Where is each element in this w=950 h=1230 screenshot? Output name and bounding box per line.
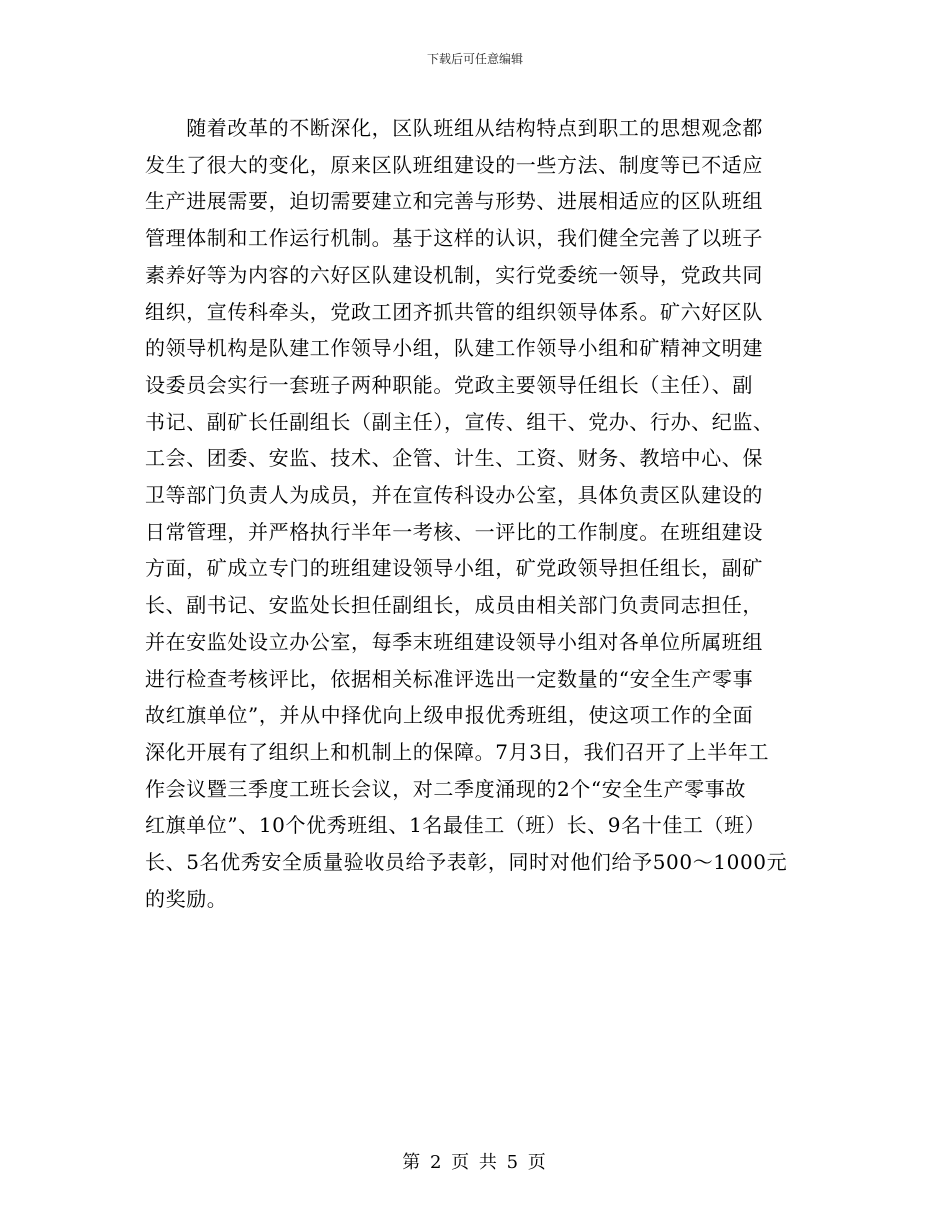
- body-paragraph: [145, 110, 810, 917]
- text-line: 红旗单位”、10个优秀班组、1名最佳工（班）长、9名十佳工（班）: [145, 813, 766, 838]
- page-header: 下载后可任意编辑: [426, 52, 523, 66]
- text-line: 设委员会实行一套班子两种职能。党政主要领导任组长（主任）、副: [145, 372, 753, 397]
- text-line: 随着改革的不断深化，区队班组从结构特点到职工的思想观念都: [145, 116, 763, 140]
- text-line: 素养好等为内容的六好区队建设机制，实行党委统一领导，党政共同: [145, 262, 763, 287]
- text-line: 组织，宣传科牵头，党政工团齐抓共管的组织领导体系。矿六好区队: [145, 299, 763, 324]
- text-line: 日常管理，并严格执行半年一考核、一评比的工作制度。在班组建设: [145, 519, 763, 544]
- text-line: 方面，矿成立专门的班组建设领导小组，矿党政领导担任组长，副矿: [145, 556, 763, 581]
- text-line: 生产进展需要，迫切需要建立和完善与形势、进展相适应的区队班组: [145, 189, 763, 214]
- text-line: 发生了很大的变化，原来区队班组建设的一些方法、制度等已不适应: [145, 152, 763, 177]
- text-line: 工会、团委、安监、技术、企管、计生、工资、财务、教培中心、保: [145, 446, 763, 471]
- text-line: 并在安监处设立办公室，每季末班组建设领导小组对各单位所属班组: [145, 629, 763, 654]
- text-line: 书记、副矿长任副组长（副主任），宣传、组干、党办、行办、纪监、: [145, 409, 774, 434]
- text-line: 的奖励。: [145, 886, 228, 911]
- text-line: 管理体制和工作运行机制。基于这样的认识，我们健全完善了以班子: [145, 226, 763, 251]
- text-line: 故红旗单位”，并从中择优向上级申报优秀班组，使这项工作的全面: [145, 703, 754, 728]
- text-line: 进行检查考核评比，依据相关标准评选出一定数量的“安全生产零事: [145, 666, 754, 691]
- text-line: 作会议暨三季度工班长会议，对二季度涌现的2个“安全生产零事故: [145, 776, 746, 801]
- text-line: 卫等部门负责人为成员，并在宣传科设办公室，具体负责区队建设的: [145, 483, 763, 508]
- text-line: 的领导机构是队建工作领导小组，队建工作领导小组和矿精神文明建: [145, 336, 763, 361]
- text-line: 长、副书记、安监处长担任副组长，成员由相关部门负责同志担任，: [145, 593, 763, 618]
- text-line: 长、5名优秀安全质量验收员给予表彰，同时对他们给予500～1000元: [145, 850, 788, 875]
- page-number-footer: 第 2 页 共 5 页: [402, 1152, 548, 1173]
- text-line: 深化开展有了组织上和机制上的保障。7月3日，我们召开了上半年工: [145, 739, 770, 764]
